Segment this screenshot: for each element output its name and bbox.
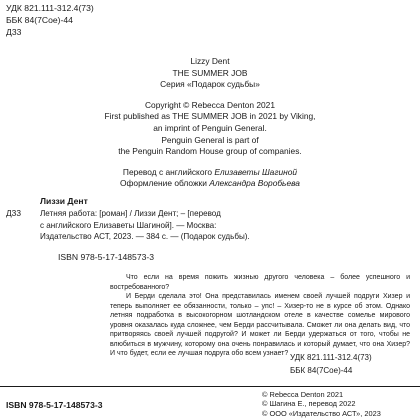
bbk-code: ББК 84(7Сое)-44 <box>6 15 73 25</box>
record-code: Д33 <box>6 208 21 218</box>
udk-code-repeat: УДК 821.111-312.4(73) <box>290 353 372 362</box>
record-author: Лиззи Дент <box>40 196 88 206</box>
annotation <box>110 273 410 359</box>
first-published-line: First published as THE SUMMER JOB in 2021 by Viking, <box>104 111 316 122</box>
footer-divider <box>0 386 420 387</box>
cover-prefix: Оформление обложки <box>120 178 210 189</box>
copyright-line: Copyright © Rebecca Denton 2021 <box>144 99 275 110</box>
title-latin: THE SUMMER JOB <box>172 67 248 78</box>
author-mark: Д33 <box>6 27 22 37</box>
copyright-author: © Rebecca Denton 2021 <box>262 390 344 399</box>
penguin-line-1: Penguin General is part of <box>161 134 259 145</box>
translation-prefix: Перевод с английского <box>122 166 215 177</box>
copyright-publisher: © ООО «Издательство АСТ», 2023 <box>262 408 381 418</box>
translator-name: Елизаветы Шагиной <box>214 166 298 177</box>
record-line-3: Издательство АСТ, 2023. — 384 с. — (Подарок судьбы). <box>40 232 250 242</box>
penguin-line-2: the Penguin Random House group of companies. <box>118 146 302 157</box>
cover-designer-name: Александра Воробьева <box>209 178 300 189</box>
udk-code: УДК 821.111-312.4(73) <box>6 3 94 13</box>
annotation-paragraph-2: И Берди сделала это! Она представилась именем своей лучшей подруги Хизер и теперь выполняет ее обязанности, только – упс! – Хизер-то не в курсе об этом. Однако летняя подработка в высокогорном шотландском отеле в качестве сомелье мирового уровня оказалась куда сложнее, чем Берди рассчитывала. Сможет ли она делать вид, что притворяясь своей лучшей подругой? И может ли Берди удержаться от того, чтобы не влюбиться в мужчину, которому она очень понравилась и который думает, что она Хизер? И что будет, если ее лучшая подруга обо всем узнает? <box>110 293 410 357</box>
record-line-1: Летняя работа: [роман] / Лиззи Дент; – [перевод <box>40 209 221 218</box>
cover-design-line <box>0 178 420 190</box>
series-line: Серия «Подарок судьбы» <box>160 79 260 90</box>
footer-copyrights <box>262 390 381 418</box>
imprint-line: an imprint of Penguin General. <box>153 122 267 133</box>
author-latin: Lizzy Dent <box>190 56 230 66</box>
bibliographic-record <box>40 208 411 243</box>
annotation-paragraph-1: Что если на время пожить жизнью другого человека – более успешного и востребованного? <box>110 274 410 291</box>
bbk-code-repeat: ББК 84(7Сое)-44 <box>290 366 353 375</box>
record-isbn: ISBN 978-5-17-148573-3 <box>58 252 155 262</box>
credits-block <box>0 56 420 190</box>
translation-line <box>0 167 420 179</box>
copyright-translation: © Шагина Е., перевод 2022 <box>262 399 356 409</box>
record-line-2: с английского Елизаветы Шагиной]. — Москва: <box>40 220 217 230</box>
footer-isbn: ISBN 978-5-17-148573-3 <box>6 400 103 410</box>
